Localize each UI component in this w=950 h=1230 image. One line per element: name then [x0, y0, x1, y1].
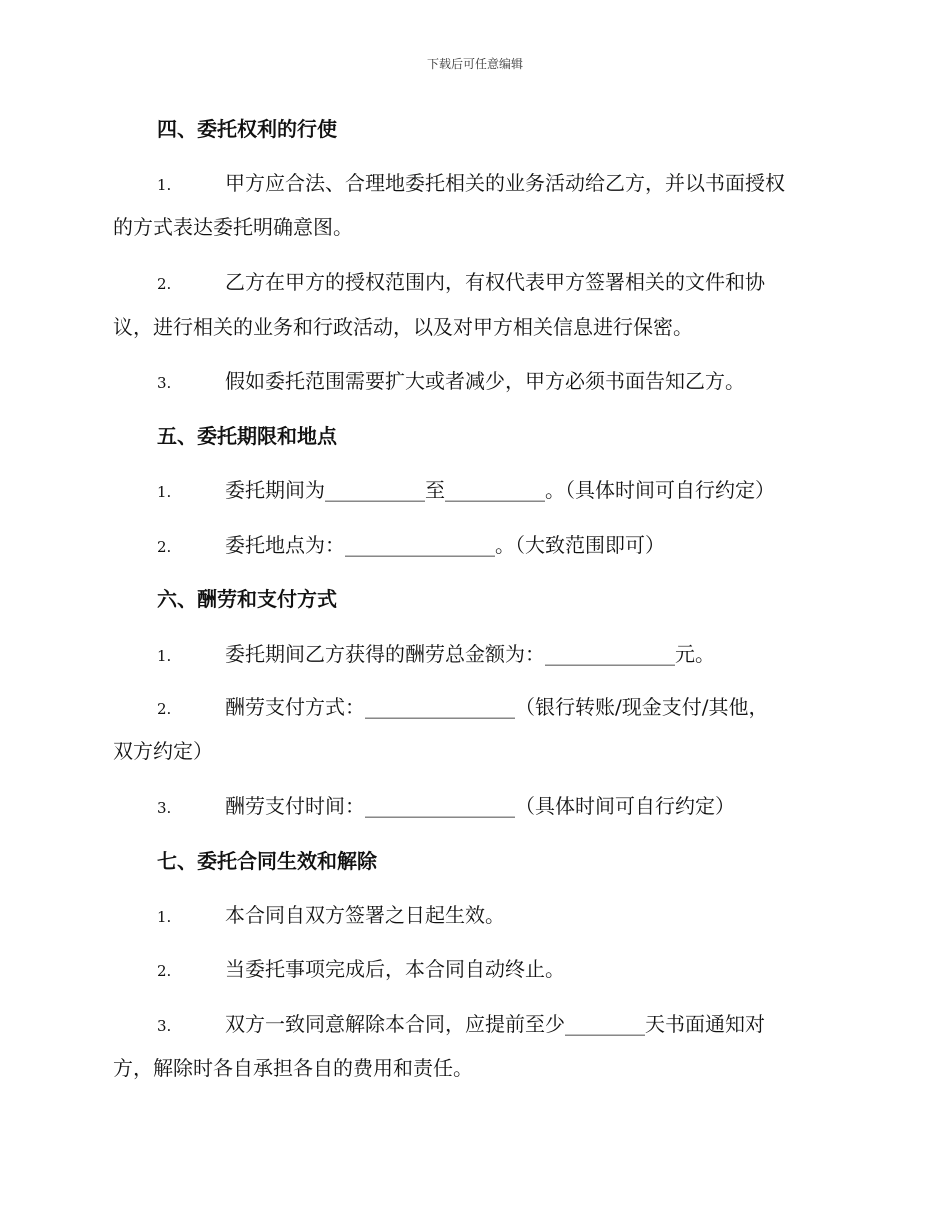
item-number: 1.: [157, 176, 172, 194]
item-text-continued: 的方式表达委托明确意图。: [113, 215, 353, 239]
item-number: 3.: [157, 374, 172, 392]
item-number: 3.: [157, 799, 172, 817]
item-text: 酬劳支付方式：_______________（银行转账/现金支付/其他，: [225, 695, 769, 719]
section-heading-4: 四、委托权利的行使: [157, 117, 337, 141]
page-header-note: 下载后可任意编辑: [426, 57, 523, 71]
item-number: 1.: [157, 647, 172, 665]
item-text: 乙方在甲方的授权范围内，有权代表甲方签署相关的文件和协: [225, 270, 765, 294]
item-text: 委托地点为：_______________。（大致范围即可）: [225, 533, 665, 557]
item-text-continued: 双方约定）: [113, 739, 213, 763]
item-text: 酬劳支付时间：_______________（具体时间可自行约定）: [225, 794, 735, 818]
item-text: 委托期间为__________至__________。（具体时间可自行约定）: [225, 478, 775, 502]
item-number: 1.: [157, 483, 172, 501]
item-text: 甲方应合法、合理地委托相关的业务活动给乙方，并以书面授权: [225, 171, 785, 195]
item-number: 2.: [157, 700, 172, 718]
item-text-continued: 议，进行相关的业务和行政活动，以及对甲方相关信息进行保密。: [113, 315, 693, 339]
item-text: 当委托事项完成后，本合同自动终止。: [225, 957, 565, 981]
section-heading-7: 七、委托合同生效和解除: [157, 849, 377, 873]
item-number: 2.: [157, 275, 172, 293]
item-text: 委托期间乙方获得的酬劳总金额为：_____________元。: [225, 642, 715, 666]
item-text: 本合同自双方签署之日起生效。: [225, 903, 505, 927]
item-text: 双方一致同意解除本合同，应提前至少________天书面通知对: [225, 1012, 765, 1036]
section-heading-6: 六、酬劳和支付方式: [157, 587, 337, 611]
item-number: 2.: [157, 538, 172, 556]
item-number: 1.: [157, 908, 172, 926]
section-heading-5: 五、委托期限和地点: [157, 424, 337, 448]
item-number: 2.: [157, 962, 172, 980]
item-text: 假如委托范围需要扩大或者减少，甲方必须书面告知乙方。: [225, 369, 745, 393]
item-text-continued: 方，解除时各自承担各自的费用和责任。: [113, 1056, 473, 1080]
item-number: 3.: [157, 1017, 172, 1035]
